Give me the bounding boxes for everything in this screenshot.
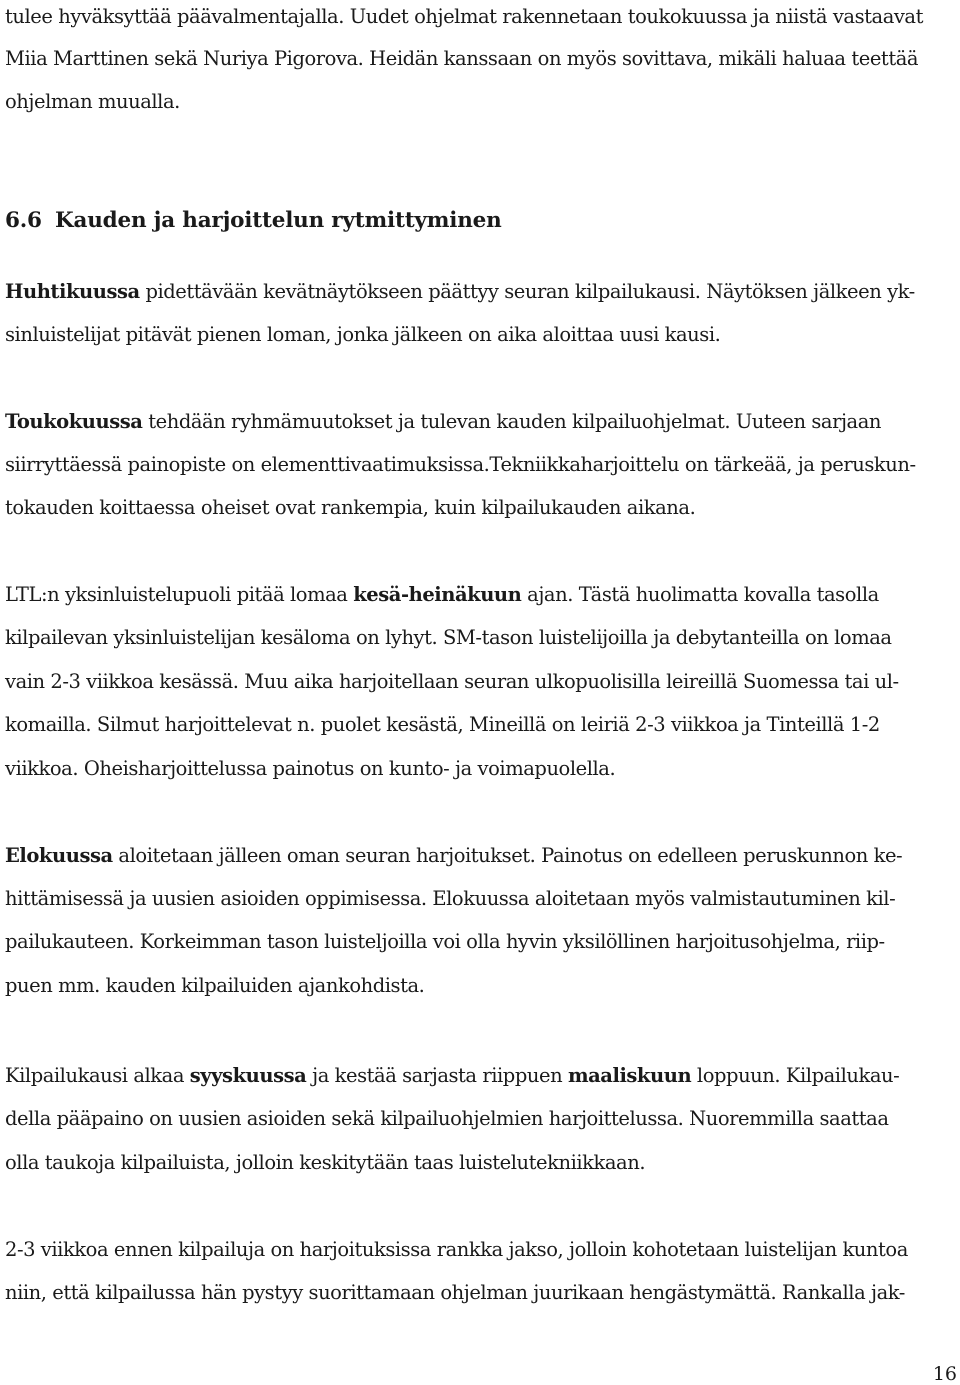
section-number: 6.6 bbox=[5, 208, 42, 233]
august-line-2: hittämisessä ja uusien asioiden oppimisessa. Elokuussa aloitetaan myös valmistautuminen kil- bbox=[5, 887, 896, 910]
before-line-1: 2-3 viikkoa ennen kilpailuja on harjoituksissa rankka jakso, jolloin kohotetaan luistelijan kuntoa bbox=[5, 1238, 908, 1261]
august-line-3: pailukauteen. Korkeimman tason luisteljoilla voi olla hyvin yksilöllinen harjoitusohjelma, riip- bbox=[5, 930, 885, 953]
season-line-1 bbox=[5, 1064, 899, 1088]
august-line-4: puen mm. kauden kilpailuiden ajankohdista. bbox=[5, 974, 425, 997]
summer-line-2: kilpailevan yksinluistelijan kesäloma on lyhyt. SM-tason luistelijoilla ja debytanteilla on lomaa bbox=[5, 626, 892, 649]
season-line-1-a: Kilpailukausi alkaa bbox=[5, 1064, 190, 1087]
summer-keyword: kesä-heinäkuun bbox=[353, 583, 522, 606]
summer-line-5: viikkoa. Oheisharjoittelussa painotus on kunto- ja voimapuolella. bbox=[5, 757, 616, 780]
april-line-1 bbox=[5, 280, 915, 304]
august-line-1-text: aloitetaan jälleen oman seuran harjoitukset. Painotus on edelleen peruskunnon ke- bbox=[112, 844, 903, 867]
season-line-3: olla taukoja kilpailuista, jolloin keskitytään taas luistelutekniikkaan. bbox=[5, 1151, 646, 1174]
august-keyword: Elokuussa bbox=[5, 844, 113, 867]
may-line-3: tokauden koittaessa oheiset ovat rankempia, kuin kilpailukauden aikana. bbox=[5, 496, 696, 519]
may-line-1-text: tehdään ryhmämuutokset ja tulevan kauden kilpailuohjelmat. Uuteen sarjaan bbox=[142, 410, 882, 433]
page-number: 16 bbox=[932, 1363, 957, 1385]
summer-line-1 bbox=[5, 583, 879, 607]
april-line-1-text: pidettävään kevätnäytökseen päättyy seuran kilpailukausi. Näytöksen jälkeen yk- bbox=[139, 280, 915, 303]
summer-line-3: vain 2-3 viikkoa kesässä. Muu aika harjoitellaan seuran ulkopuolisilla leireillä Suomessa tai ul- bbox=[5, 670, 899, 693]
summer-line-1-a: LTL:n yksinluistelupuoli pitää lomaa bbox=[5, 583, 354, 606]
summer-line-1-b: ajan. Tästä huolimatta kovalla tasolla bbox=[521, 583, 879, 606]
summer-line-4: komailla. Silmut harjoittelevat n. puolet kesästä, Mineillä on leiriä 2-3 viikkoa ja Tinteillä 1-2 bbox=[5, 713, 880, 736]
intro-line-2: Miia Marttinen sekä Nuriya Pigorova. Heidän kanssaan on myös sovittava, mikäli haluaa teettää bbox=[5, 47, 919, 70]
season-keyword-september: syyskuussa bbox=[189, 1064, 307, 1087]
may-keyword: Toukokuussa bbox=[5, 410, 143, 433]
section-title: Kauden ja harjoittelun rytmittyminen bbox=[55, 208, 502, 233]
may-line-2: siirryttäessä painopiste on elementtivaatimuksissa.Tekniikkaharjoittelu on tärkeää, ja peruskun- bbox=[5, 453, 916, 476]
before-line-2: niin, että kilpailussa hän pystyy suorittamaan ohjelman juurikaan hengästymättä. Rankalla jak- bbox=[5, 1281, 905, 1304]
intro-line-3: ohjelman muualla. bbox=[5, 90, 180, 113]
may-line-1 bbox=[5, 410, 881, 434]
season-line-2: della pääpaino on uusien asioiden sekä kilpailuohjelmien harjoittelussa. Nuoremmilla saattaa bbox=[5, 1107, 889, 1130]
section-heading bbox=[5, 208, 502, 234]
season-line-1-b: ja kestää sarjasta riippuen bbox=[306, 1064, 568, 1087]
season-line-1-c: loppuun. Kilpailukau- bbox=[691, 1064, 900, 1087]
intro-line-1: tulee hyväksyttää päävalmentajalla. Uudet ohjelmat rakennetaan toukokuussa ja niistä vastaavat bbox=[5, 5, 923, 28]
season-keyword-march: maaliskuun bbox=[567, 1064, 692, 1087]
april-line-2: sinluistelijat pitävät pienen loman, jonka jälkeen on aika aloittaa uusi kausi. bbox=[5, 323, 721, 346]
april-keyword: Huhtikuussa bbox=[5, 280, 140, 303]
august-line-1 bbox=[5, 844, 902, 868]
